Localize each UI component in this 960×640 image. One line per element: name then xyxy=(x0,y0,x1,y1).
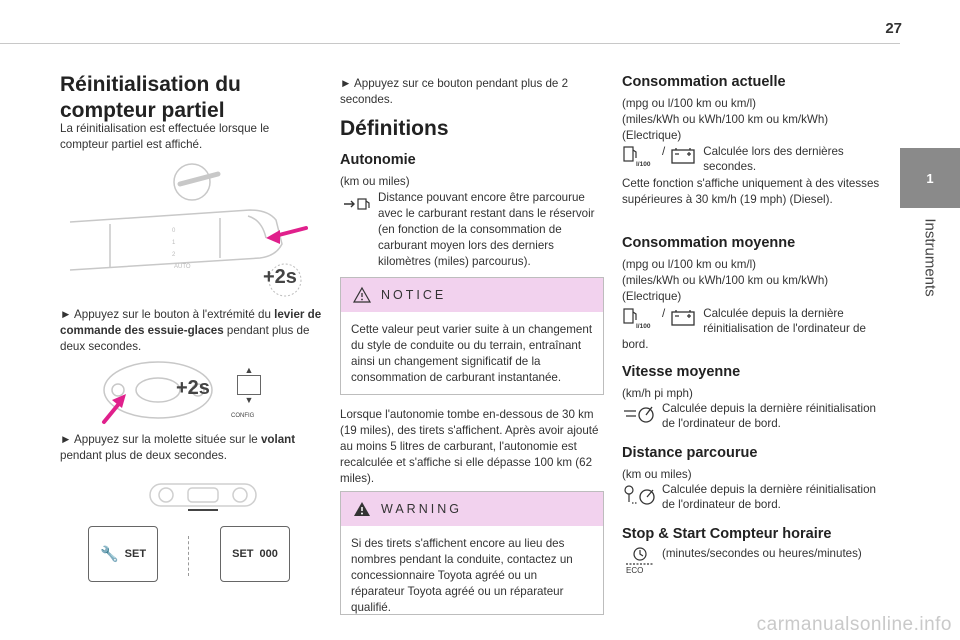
page-number: 27 xyxy=(885,20,902,37)
conso-actuelle-units: (mpg ou l/100 km ou km/l) xyxy=(622,97,757,110)
definitions-title: Définitions xyxy=(340,117,449,140)
stalk-auto-label: AUTO xyxy=(174,264,191,270)
chapter-tab[interactable] xyxy=(900,148,960,208)
reset-intro: La réinitialisation est effectuée lorsque le compteur partiel est affiché. xyxy=(60,122,270,151)
speedometer-icon xyxy=(622,401,658,425)
hold-2s-badge-1: +2s xyxy=(263,266,297,288)
battery-icon xyxy=(669,144,697,168)
conso-moyenne-units: (mpg ou l/100 km ou km/l) xyxy=(622,258,757,271)
conso-moyenne-units2: (miles/kWh ou kWh/100 km ou km/kWh) xyxy=(622,274,829,287)
stopstart-title: Stop & Start Compteur horaire xyxy=(622,526,832,542)
conso-actuelle-units2: (miles/kWh ou kWh/100 km ou km/kWh) xyxy=(622,113,829,126)
notice-title: NOTICE xyxy=(381,288,447,302)
vitesse-units: (km/h pi mph) xyxy=(622,387,693,400)
chapter-title: Instruments xyxy=(921,218,939,297)
divider-dashed xyxy=(188,536,189,576)
autonomie-desc-b xyxy=(340,222,604,270)
conso-moyenne-icons: l/100 / Calculée depuis la dernière réinitialisation de l'ordinateur de xyxy=(622,306,883,336)
svg-text:1: 1 xyxy=(172,240,176,246)
l100-label: l/100 xyxy=(636,161,651,168)
conso-actuelle-desc: Calculée lors des dernières secondes. xyxy=(703,145,844,173)
autonomie-low-text: Lorsque l'autonomie tombe en-dessous de 30 km (19 miles), des tirets s'affichent. Après avoir ajouté au moins 5 litres de carburant, l'autonomie est recalculée et s'affiche si elle dépasse 100 km (62 miles). xyxy=(340,408,599,485)
warning-box xyxy=(340,491,604,615)
eco-stopstart-icon xyxy=(622,546,658,582)
hold-2s-badge-2: +2s xyxy=(176,377,210,399)
vitesse-desc: Calculée depuis la dernière réinitialisation de l'ordinateur de bord. xyxy=(662,402,876,430)
distance-title: Distance parcourue xyxy=(622,445,758,461)
chapter-number: 1 xyxy=(926,170,934,186)
fuel-pump-icon-2 xyxy=(622,306,658,332)
step-wiper-stalk: ► Appuyez sur le bouton à l'extrémité du levier de commande des essuie-glaces pendant plus de deux secondes. xyxy=(60,308,322,353)
notice-box xyxy=(340,277,604,395)
autonomie-title: Autonomie xyxy=(340,152,416,168)
autonomie-desc-a: Distance pouvant encore être parcourue avec le carburant restant dans le réservoir (en fonction de la consommation de carburant moyen lors des derniers kilomètres (miles) parcourus). xyxy=(378,191,595,268)
step-steering-wheel: ► Appuyez sur la molette située sur le volant pendant plus de deux secondes. xyxy=(60,433,296,462)
config-button-graphic xyxy=(236,365,262,411)
conso-actuelle-note: Cette fonction s'affiche uniquement à des vitesses supérieures à 30 km/h (19 mph) (Diesel). xyxy=(622,177,880,206)
conso-moyenne-title: Consommation moyenne xyxy=(622,235,796,251)
autonomie-unit: (km ou miles) xyxy=(340,175,410,188)
vitesse-row xyxy=(622,401,884,431)
battery-icon-2 xyxy=(669,306,697,330)
slash-separator: / xyxy=(662,145,666,158)
conso-actuelle-units3: (Electrique) xyxy=(622,129,682,142)
warning-title: WARNING xyxy=(381,502,462,516)
fuel-pump-icon xyxy=(622,144,658,170)
pointer-arrowhead-1 xyxy=(266,230,280,244)
watermark: carmanualsonline.info xyxy=(756,614,952,635)
step-button-2s: ► Appuyez sur ce bouton pendant plus de 2 secondes. xyxy=(340,77,569,106)
notice-text: Cette valeur peut varier suite à un changement du style de conduite ou du terrain, entraînant ainsi un changement significatif de la consommation de carburant instantanée. xyxy=(351,323,593,384)
config-label: CONFIG xyxy=(231,413,255,419)
set-000-button-graphic: SET 000 xyxy=(220,526,290,582)
dashboard-button-illustration xyxy=(148,480,258,512)
conso-moyenne-desc: Calculée depuis la dernière réinitialisation de l'ordinateur de xyxy=(703,307,866,335)
set-button-graphic: 🔧 SET xyxy=(88,526,158,582)
warning-text: Si des tirets s'affichent encore au lieu des nombres pendant la conduite, contactez un concessionnaire Toyota agréé ou un réparateur Toyota agréé ou un réparateur qualifié. xyxy=(351,537,573,614)
eco-label: ECO xyxy=(626,566,644,575)
notice-warning-icon xyxy=(353,287,371,303)
stopstart-units: (minutes/secondes ou heures/minutes) xyxy=(662,547,862,560)
distance-desc: Calculée depuis la dernière réinitialisation de l'ordinateur de bord. xyxy=(662,483,876,511)
conso-actuelle-title: Consommation actuelle xyxy=(622,74,786,90)
stopstart-row xyxy=(622,546,862,582)
distance-icon xyxy=(622,482,658,508)
vitesse-title: Vitesse moyenne xyxy=(622,364,741,380)
down-arrow-icon: ▼ xyxy=(244,395,254,405)
header-rule xyxy=(0,43,900,44)
distance-units: (km ou miles) xyxy=(622,468,692,481)
conso-moyenne-units3: (Electrique) xyxy=(622,290,682,303)
svg-text:0: 0 xyxy=(172,228,176,234)
svg-text:l/100: l/100 xyxy=(636,323,651,330)
up-arrow-icon: ▲ xyxy=(244,365,254,375)
wrench-icon: 🔧 xyxy=(99,546,119,563)
section-title-reset: Réinitialisation du compteur partiel xyxy=(60,73,241,122)
distance-row xyxy=(622,482,884,512)
warning-icon xyxy=(353,501,371,517)
conso-moyenne-desc-end: bord. xyxy=(622,338,649,351)
svg-text:2: 2 xyxy=(172,252,176,258)
conso-actuelle-icons xyxy=(622,144,878,174)
